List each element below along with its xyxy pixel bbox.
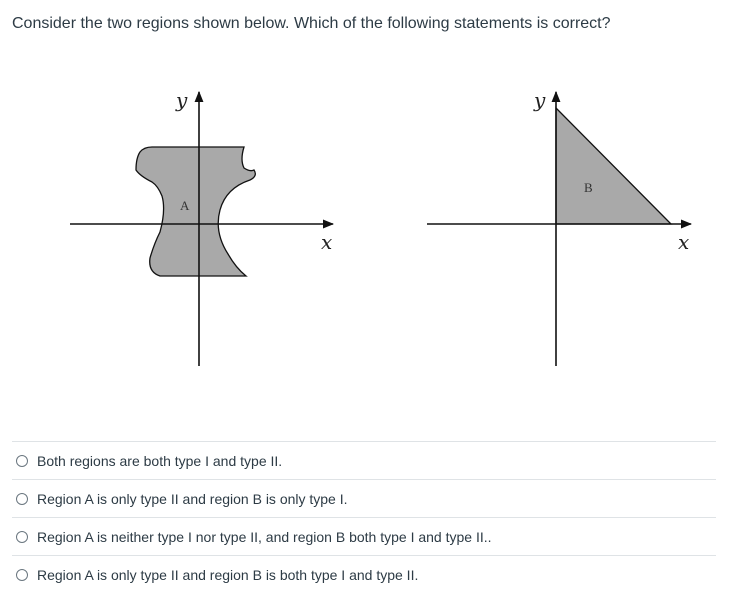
answer-label: Region A is only type II and region B is only type I. xyxy=(37,490,348,507)
region-a-label: A xyxy=(180,198,190,213)
answer-label: Region A is neither type I nor type II, and region B both type I and type II.. xyxy=(37,528,492,545)
x-axis-label: x xyxy=(321,230,333,254)
answer-option[interactable] xyxy=(12,517,716,555)
region-b-shape xyxy=(556,108,671,224)
graph-region-a xyxy=(70,88,333,366)
radio-button[interactable] xyxy=(16,493,28,505)
region-a-shape xyxy=(136,147,255,276)
answer-option[interactable] xyxy=(12,441,716,479)
y-axis-label: y xyxy=(534,88,546,112)
radio-button[interactable] xyxy=(16,455,28,467)
answer-option[interactable] xyxy=(12,479,716,517)
answer-label: Both regions are both type I and type II. xyxy=(37,452,283,469)
answer-option[interactable] xyxy=(12,555,716,593)
answer-list xyxy=(12,441,716,593)
question-text: Consider the two regions shown below. Which of the following statements is correct? xyxy=(12,15,611,32)
region-b-label: B xyxy=(584,180,593,195)
answer-label: Region A is only type II and region B is both type I and type II. xyxy=(37,566,419,583)
x-axis-label: x xyxy=(678,230,690,254)
y-axis-label: y xyxy=(176,88,188,112)
radio-button[interactable] xyxy=(16,531,28,543)
graph-region-b xyxy=(427,88,691,366)
radio-button[interactable] xyxy=(16,569,28,581)
